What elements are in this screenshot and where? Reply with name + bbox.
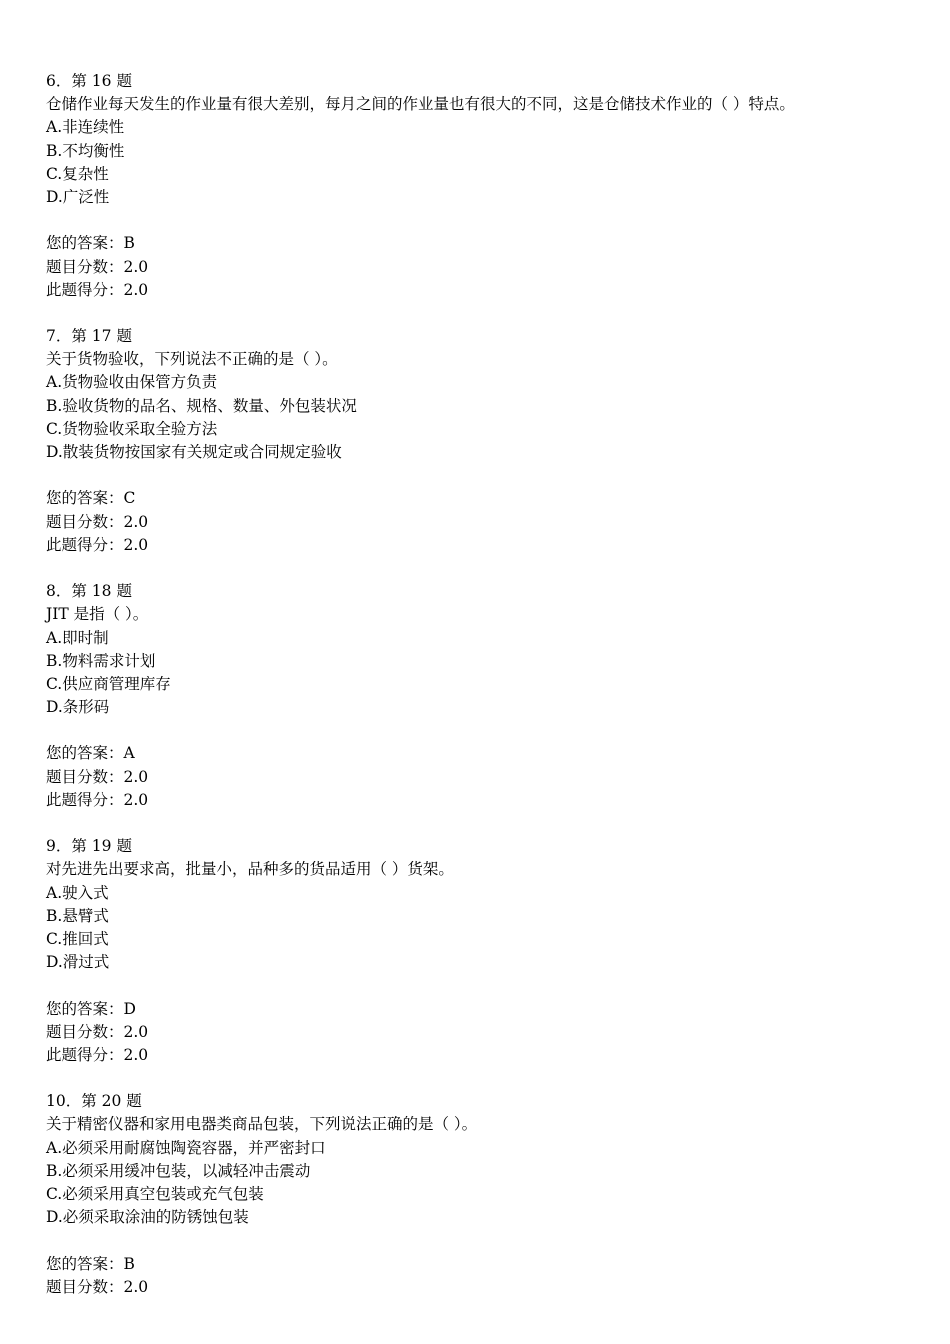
option-c: C.供应商管理库存: [46, 674, 171, 693]
question-stem: JIT 是指（ ）。: [46, 605, 149, 624]
question-score: 题目分数：2.0: [46, 512, 149, 531]
question-score: 题目分数：2.0: [46, 1022, 149, 1041]
option-d: D.滑过式: [46, 953, 110, 972]
option-c: C.货物验收采取全验方法: [46, 419, 218, 438]
earned-score: 此题得分：2.0: [46, 280, 149, 299]
spacer: [46, 1229, 926, 1252]
option-a: A.必须采用耐腐蚀陶瓷容器，并严密封口: [46, 1138, 326, 1157]
question-stem: 对先进先出要求高，批量小，品种多的货品适用（ ）货架。: [46, 860, 454, 879]
option-b: B.物料需求计划: [46, 651, 156, 670]
question-number: 8．第 18 题: [46, 582, 132, 601]
spacer: [46, 974, 926, 997]
spacer: [46, 812, 926, 835]
option-d: D.条形码: [46, 698, 110, 717]
question-block: [46, 70, 926, 325]
quiz-document: [46, 70, 926, 1299]
question-block: [46, 580, 926, 835]
question-block: [46, 325, 926, 580]
option-c: C.复杂性: [46, 164, 109, 183]
option-a: A.货物验收由保管方负责: [46, 373, 218, 392]
option-b: B.不均衡性: [46, 141, 125, 160]
option-a: A.即时制: [46, 628, 109, 647]
question-stem: 关于货物验收，下列说法不正确的是（ ）。: [46, 350, 338, 369]
your-answer: 您的答案：B: [46, 234, 135, 253]
question-block: [46, 1090, 926, 1299]
option-c: C.必须采用真空包装或充气包装: [46, 1185, 264, 1203]
question-number: 6．第 16 题: [46, 72, 132, 90]
option-b: B.必须采用缓冲包装，以减轻冲击震动: [46, 1161, 311, 1180]
option-d: D.广泛性: [46, 187, 110, 206]
question-number: 7．第 17 题: [46, 327, 132, 346]
your-answer: 您的答案：B: [46, 1254, 135, 1273]
option-d: D.必须采取涂油的防锈蚀包装: [46, 1208, 249, 1227]
question-score: 题目分数：2.0: [46, 767, 149, 786]
your-answer: 您的答案：D: [46, 999, 136, 1018]
spacer: [46, 719, 926, 742]
question-block: [46, 835, 926, 1090]
question-stem: 关于精密仪器和家用电器类商品包装，下列说法正确的是（ ）。: [46, 1115, 478, 1134]
question-number: 10．第 20 题: [46, 1092, 142, 1111]
spacer: [46, 1067, 926, 1090]
option-b: B.悬臂式: [46, 906, 109, 925]
question-number: 9．第 19 题: [46, 837, 132, 856]
question-stem: 仓储作业每天发生的作业量有很大差别，每月之间的作业量也有很大的不同，这是仓储技术作业的（ ）特点。: [46, 95, 795, 114]
spacer: [46, 302, 926, 325]
earned-score: 此题得分：2.0: [46, 535, 149, 554]
spacer: [46, 209, 926, 232]
spacer: [46, 557, 926, 580]
option-a: A.非连续性: [46, 118, 125, 137]
option-d: D.散装货物按国家有关规定或合同规定验收: [46, 443, 342, 461]
your-answer: 您的答案：A: [46, 744, 135, 763]
your-answer: 您的答案：C: [46, 489, 136, 508]
question-score: 题目分数：2.0: [46, 257, 149, 276]
option-c: C.推回式: [46, 929, 109, 948]
spacer: [46, 464, 926, 487]
option-b: B.验收货物的品名、规格、数量、外包装状况: [46, 396, 357, 415]
question-score: 题目分数：2.0: [46, 1277, 149, 1296]
earned-score: 此题得分：2.0: [46, 1045, 149, 1064]
earned-score: 此题得分：2.0: [46, 790, 149, 809]
option-a: A.驶入式: [46, 883, 109, 902]
